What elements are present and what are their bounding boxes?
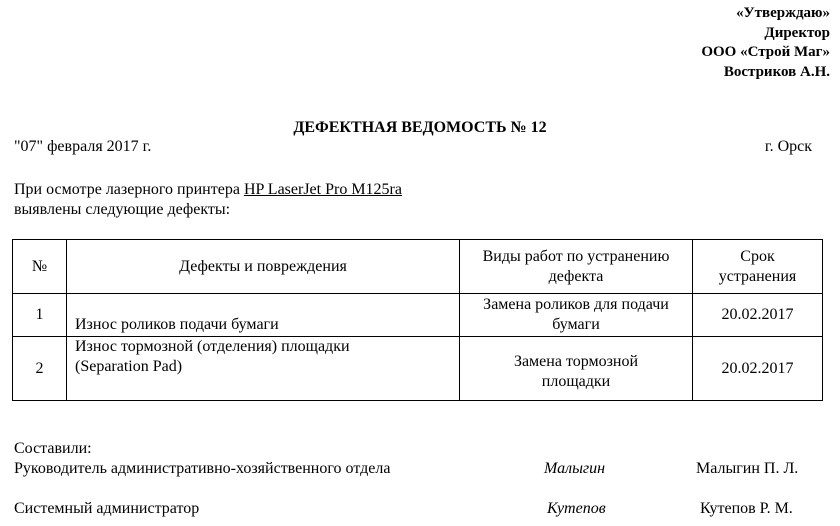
approval-company: ООО «Строй Маг» xyxy=(701,44,830,60)
document-date: "07" февраля 2017 г. xyxy=(14,138,152,155)
row-work xyxy=(460,337,693,401)
intro-text xyxy=(14,180,402,220)
document-city: г. Орск xyxy=(764,138,812,155)
table-row xyxy=(13,337,823,401)
header-term-line2: устранения xyxy=(718,267,797,285)
row-num: 2 xyxy=(13,337,67,401)
header-work xyxy=(460,240,693,294)
row-defect-line1: Износ тормозной (отделения) площадки xyxy=(75,338,350,355)
intro-prefix: При осмотре лазерного принтера xyxy=(14,181,244,198)
approval-block xyxy=(701,4,830,82)
row-defect xyxy=(67,294,460,337)
approval-heading: «Утверждаю» xyxy=(736,5,830,21)
defects-table xyxy=(12,239,823,401)
signer-name: Кутепов Р. М. xyxy=(700,500,793,517)
row-defect-line2: (Separation Pad) xyxy=(75,358,183,375)
header-work-line2: дефекта xyxy=(548,267,604,285)
approval-position: Директор xyxy=(764,24,830,41)
row-defect-line1: Износ роликов подачи бумаги xyxy=(75,316,279,333)
signer-name: Малыгин П. Л. xyxy=(696,460,799,477)
row-work-line2: бумаги xyxy=(552,316,600,333)
header-defect: Дефекты и повреждения xyxy=(67,240,460,294)
row-work-line1: Замена роликов для подачи xyxy=(483,296,669,313)
row-term: 20.02.2017 xyxy=(693,294,823,337)
row-defect xyxy=(67,337,460,401)
header-num: № xyxy=(13,240,67,294)
signer-signature: Кутепов xyxy=(547,500,606,517)
signatures-heading: Составили: xyxy=(14,440,92,457)
signer-position: Руководитель административно-хозяйственного отдела xyxy=(14,460,391,477)
approval-director-name: Востриков А.Н. xyxy=(723,63,830,80)
header-term xyxy=(693,240,823,294)
signer-signature: Малыгин xyxy=(544,460,606,477)
intro-line2: выявлены следующие дефекты: xyxy=(14,201,231,218)
row-work xyxy=(460,294,693,337)
signer-position: Системный администратор xyxy=(14,500,200,517)
row-work-line2: площадки xyxy=(541,372,611,390)
row-term: 20.02.2017 xyxy=(693,337,823,401)
header-term-line1: Срок xyxy=(740,247,775,265)
row-num: 1 xyxy=(13,294,67,337)
row-work-line1: Замена тормозной xyxy=(513,352,639,370)
table-row xyxy=(13,294,823,337)
device-name: HP LaserJet Pro M125ra xyxy=(243,181,402,198)
table-header-row xyxy=(13,240,823,294)
header-work-line1: Виды работ по устранению xyxy=(482,247,670,265)
document-title: ДЕФЕКТНАЯ ВЕДОМОСТЬ № 12 xyxy=(293,119,547,136)
